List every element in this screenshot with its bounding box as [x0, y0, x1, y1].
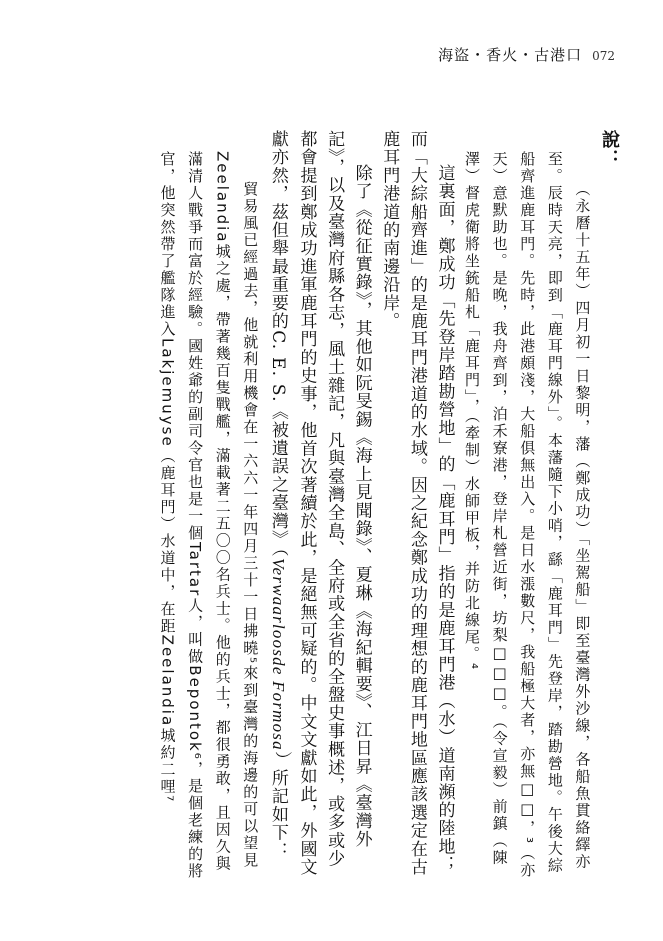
main-text-column [33, 130, 623, 880]
paragraph-2-latin-title: （Verwaarloosde Formosa） [268, 548, 288, 770]
page-number: 072 [592, 49, 615, 63]
page-header [438, 44, 615, 65]
paragraph-2-end: 所記如下： [267, 769, 288, 861]
quote-block-2: 貿易風已經過去，他就利用機會在一六六一年四月三十一日拂曉⁵來到臺灣的海邊的可以望見Zeelandia城之處，帶著幾百隻戰艦，滿載著二五〇〇名兵士。他的兵士，都很勇敢，且因久與滿清人戰爭而富於經驗。國姓爺的副司令官也是一個Tartar人，叫做Bepontok⁶，是個老練的將官，他突然帶了艦隊進入Lakjemuyse（鹿耳門）水道中，在距Zeelandia城約二哩⁷ [158, 151, 260, 880]
paragraph-1: 這裏面，鄭成功「先登岸踏勘營地」的「鹿耳門」指的是鹿耳門港（水）道南瀕的陸地；而「大綜船齊進」的是鹿耳門港道的水域。因之紀念鄭成功的理想的鹿耳門地區應該選定在古鹿耳門港道的南邊沿岸。 [379, 130, 455, 877]
quote-block-1: （永曆十五年）四月初一日黎明，藩（鄭成功）「坐駕船」即至臺灣外沙線，各船魚貫絡繹亦至。辰時天亮，即到「鹿耳門線外」。本藩隨下小哨，繇「鹿耳門」先登岸，踏勘營地。午後大綜船齊進鹿耳門。先時，此港頗淺，大船俱無出入。是日水漲數尺，我船極大者，亦無□□，³（亦天）意默助也。是晚，我舟齊到，泊禾寮港，登岸札營近街，坊梨□□□。（令宣毅）前鎮（陳澤）督虎衛將坐銃船札「鹿耳門」，（牽制）水師甲板，并防北線尾。⁴ [463, 151, 592, 880]
intro-heading: 說： [599, 130, 620, 169]
paragraph-2-text: 除了《從征實錄》，其他如阮旻錫《海上見聞錄》、夏琳《海紀輯要》、江日昇《臺灣外記》，以及臺灣府縣各志，風土雜記，凡與臺灣全島、全府或全省的全盤史事概述，或多或少都會提到鄭成功進軍鹿耳門的史事，他首次著續於此，是絕無可疑的。中文文獻如此，外國文獻亦然，茲但舉最重要的C. E. S.《被遺誤之臺灣》 [267, 130, 372, 877]
paragraph-2 [263, 130, 374, 880]
running-title: 海盜・香火・古港口 [438, 46, 583, 64]
